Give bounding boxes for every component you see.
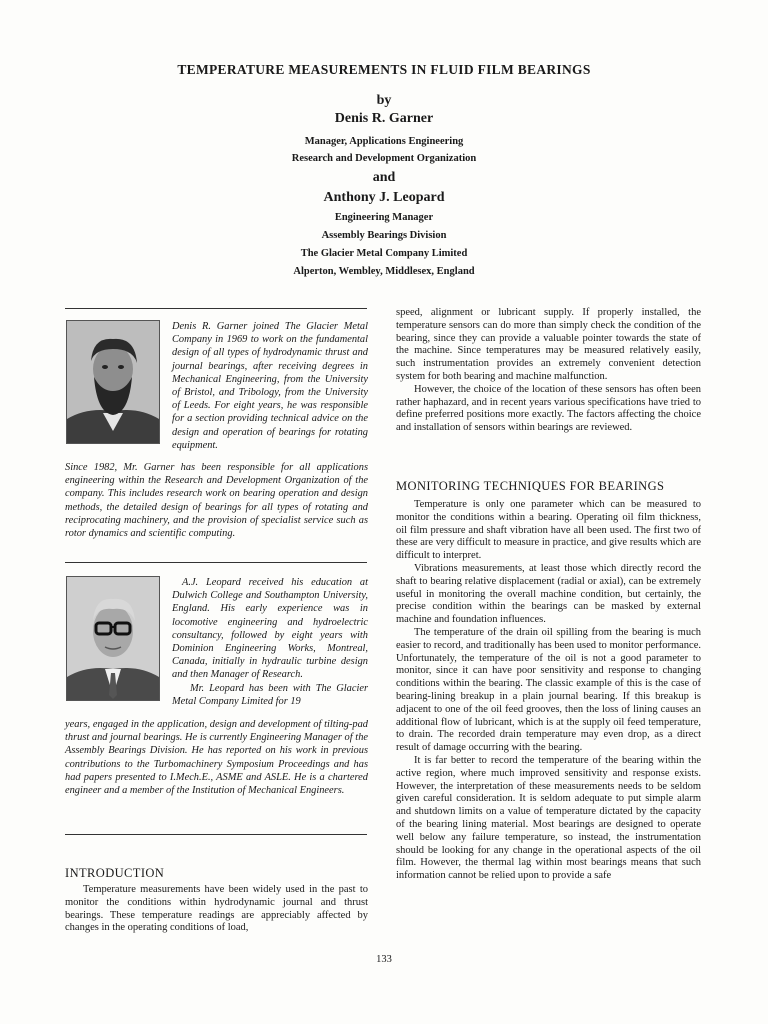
right-column-body	[396, 499, 701, 883]
author2-bio-wrap-2: Mr. Leopard has been with The Glacier Metal Company Limited for 19	[172, 682, 368, 707]
right-column-top	[396, 307, 701, 435]
paragraph: speed, alignment or lubricant supply. If properly installed, the temperature sensors can do more than simply check the condition of the bearing, since they can provide a valuable pointer towards the state of the machine. Since temperatures may be measured relatively easily, such instrumentation provides an extremely convenient detection system for both bearing and machine malfunction.	[396, 307, 701, 382]
author1-bio-wrap: Denis R. Garner joined The Glacier Metal Company in 1969 to work on the fundamental design of all types of hydrodynamic thrust and journal bearings, after receiving degrees in Mechanical Engineering, from the University of Bristol, and Tribology, from the University of Leeds. For eight years, he was responsible for a section providing technical advice on the design and operation of bearings for rotating equipment.	[172, 321, 368, 451]
paragraph: Temperature is only one parameter which can be measured to monitor the conditions within a bearing. Operating oil film thickness, oil film pressure and shaft vibration have all been used. The first two of these are very difficult to measure in practice, and give results which are difficult to interpret.	[396, 499, 701, 562]
author1-org: Research and Development Organization	[291, 153, 477, 164]
introduction-body	[65, 884, 368, 935]
by-label: by	[376, 93, 392, 108]
author2-division: Assembly Bearings Division	[321, 230, 447, 241]
introduction-heading: INTRODUCTION	[65, 866, 165, 880]
author1-role: Manager, Applications Engineering	[304, 136, 464, 147]
paragraph: Vibrations measurements, at least those which directly record the shaft to bearing relative displacement (radial or axial), can be extremely useful in monitoring the overall machine condition, but certainly, the precise condition within the bearings can be masked by external machine and foundation influences.	[396, 562, 701, 626]
author2-bio-full: years, engaged in the application, design and development of tilting-pad thrust and journal bearings. He is currently Engineering Manager of the Assembly Bearings Division. He has reported on his work in previous contributions to the Turbomachinery Symposium Proceedings and has had papers presented to I.Mech.E., ASME and ASLE. He is a chartered engineer and a member of the Institution of Mechanical Engineers.	[65, 719, 368, 797]
author2-company: The Glacier Metal Company Limited	[300, 248, 468, 259]
author2-name: Anthony J. Leopard	[323, 190, 445, 205]
author1-bio-full: Since 1982, Mr. Garner has been responsible for all applications engineering within the Research and Development Organization of the company. This includes research work on bearing operation and design methods, the detailed design of bearings for all types of rotating and reciprocating machinery, and the provision of specialist service such as rotor dynamics and scientific computing.	[65, 462, 368, 540]
paragraph: The temperature of the drain oil spilling from the bearing is much easier to record, and traditionally has been used to monitor performance. Unfortunately, the temperature of the oil is not a good parameter to monitor, since it can have poor sensitivity and response to changing conditions within the bearing. The classic example of this is the case of bearing-lining breakup in a plain journal bearing. If this breakup is adjacent to one of the oil feed grooves, then the loss of lining causes an additional flow of lubricant, which is at the supply oil feed temperature, to drain. The recorded drain temperature may even drop, as a direct result of damage occurring with the bearing.	[396, 626, 701, 754]
divider-bottom	[65, 834, 367, 835]
divider-middle	[65, 562, 367, 563]
divider-top	[65, 308, 367, 309]
author2-bio-wrap-1: A.J. Leopard received his education at Dulwich College and Southampton University, England. His early experience was in locomotive engineering and hydroelectric consultancy, followed by eight years with Dominion Engineering Works, Montreal, Canada, initially in hydraulic turbine design and then Manager of Research.	[172, 577, 368, 681]
paper-title: TEMPERATURE MEASUREMENTS IN FLUID FILM BEARINGS	[177, 62, 591, 77]
author2-location: Alperton, Wembley, Middlesex, England	[293, 266, 475, 277]
author1-photo	[66, 320, 160, 444]
author2-photo	[66, 576, 160, 701]
and-label: and	[372, 170, 396, 185]
page-number: 133	[376, 954, 392, 965]
monitoring-heading: MONITORING TECHNIQUES FOR BEARINGS	[396, 479, 665, 493]
paragraph: However, the choice of the location of these sensors has often been rather haphazard, and in recent years various specifications have tried to define preferred positions more exactly. The factors affecting the choice and installation of sensors within bearings are reviewed.	[396, 383, 701, 434]
introduction-paragraph: Temperature measurements have been widely used in the past to monitor the conditions within hydrodynamic journal and thrust bearings. These temperature readings are appreciably affected by changes in the operating conditions of load,	[65, 884, 368, 934]
author1-name: Denis R. Garner	[334, 111, 434, 126]
paragraph: It is far better to record the temperature of the bearing within the active region, where much improved sensitivity and response exists. However, the interpretation of these measurements needs to be seldom given careful consideration. It is seldom adequate to put simple alarm and shutdown limits on a value of temperature dictated by the capacity of the bearing lining material. Most bearings are designed to operate well below any failure temperature, so instead, the instrumentation should be looking for any change in the operational aspects of the oil film. However, the thermal lag within most bearings means that such information cannot be relied upon to provide a safe	[396, 754, 701, 882]
author2-bio-wrap	[172, 576, 368, 708]
author2-role: Engineering Manager	[334, 212, 434, 223]
